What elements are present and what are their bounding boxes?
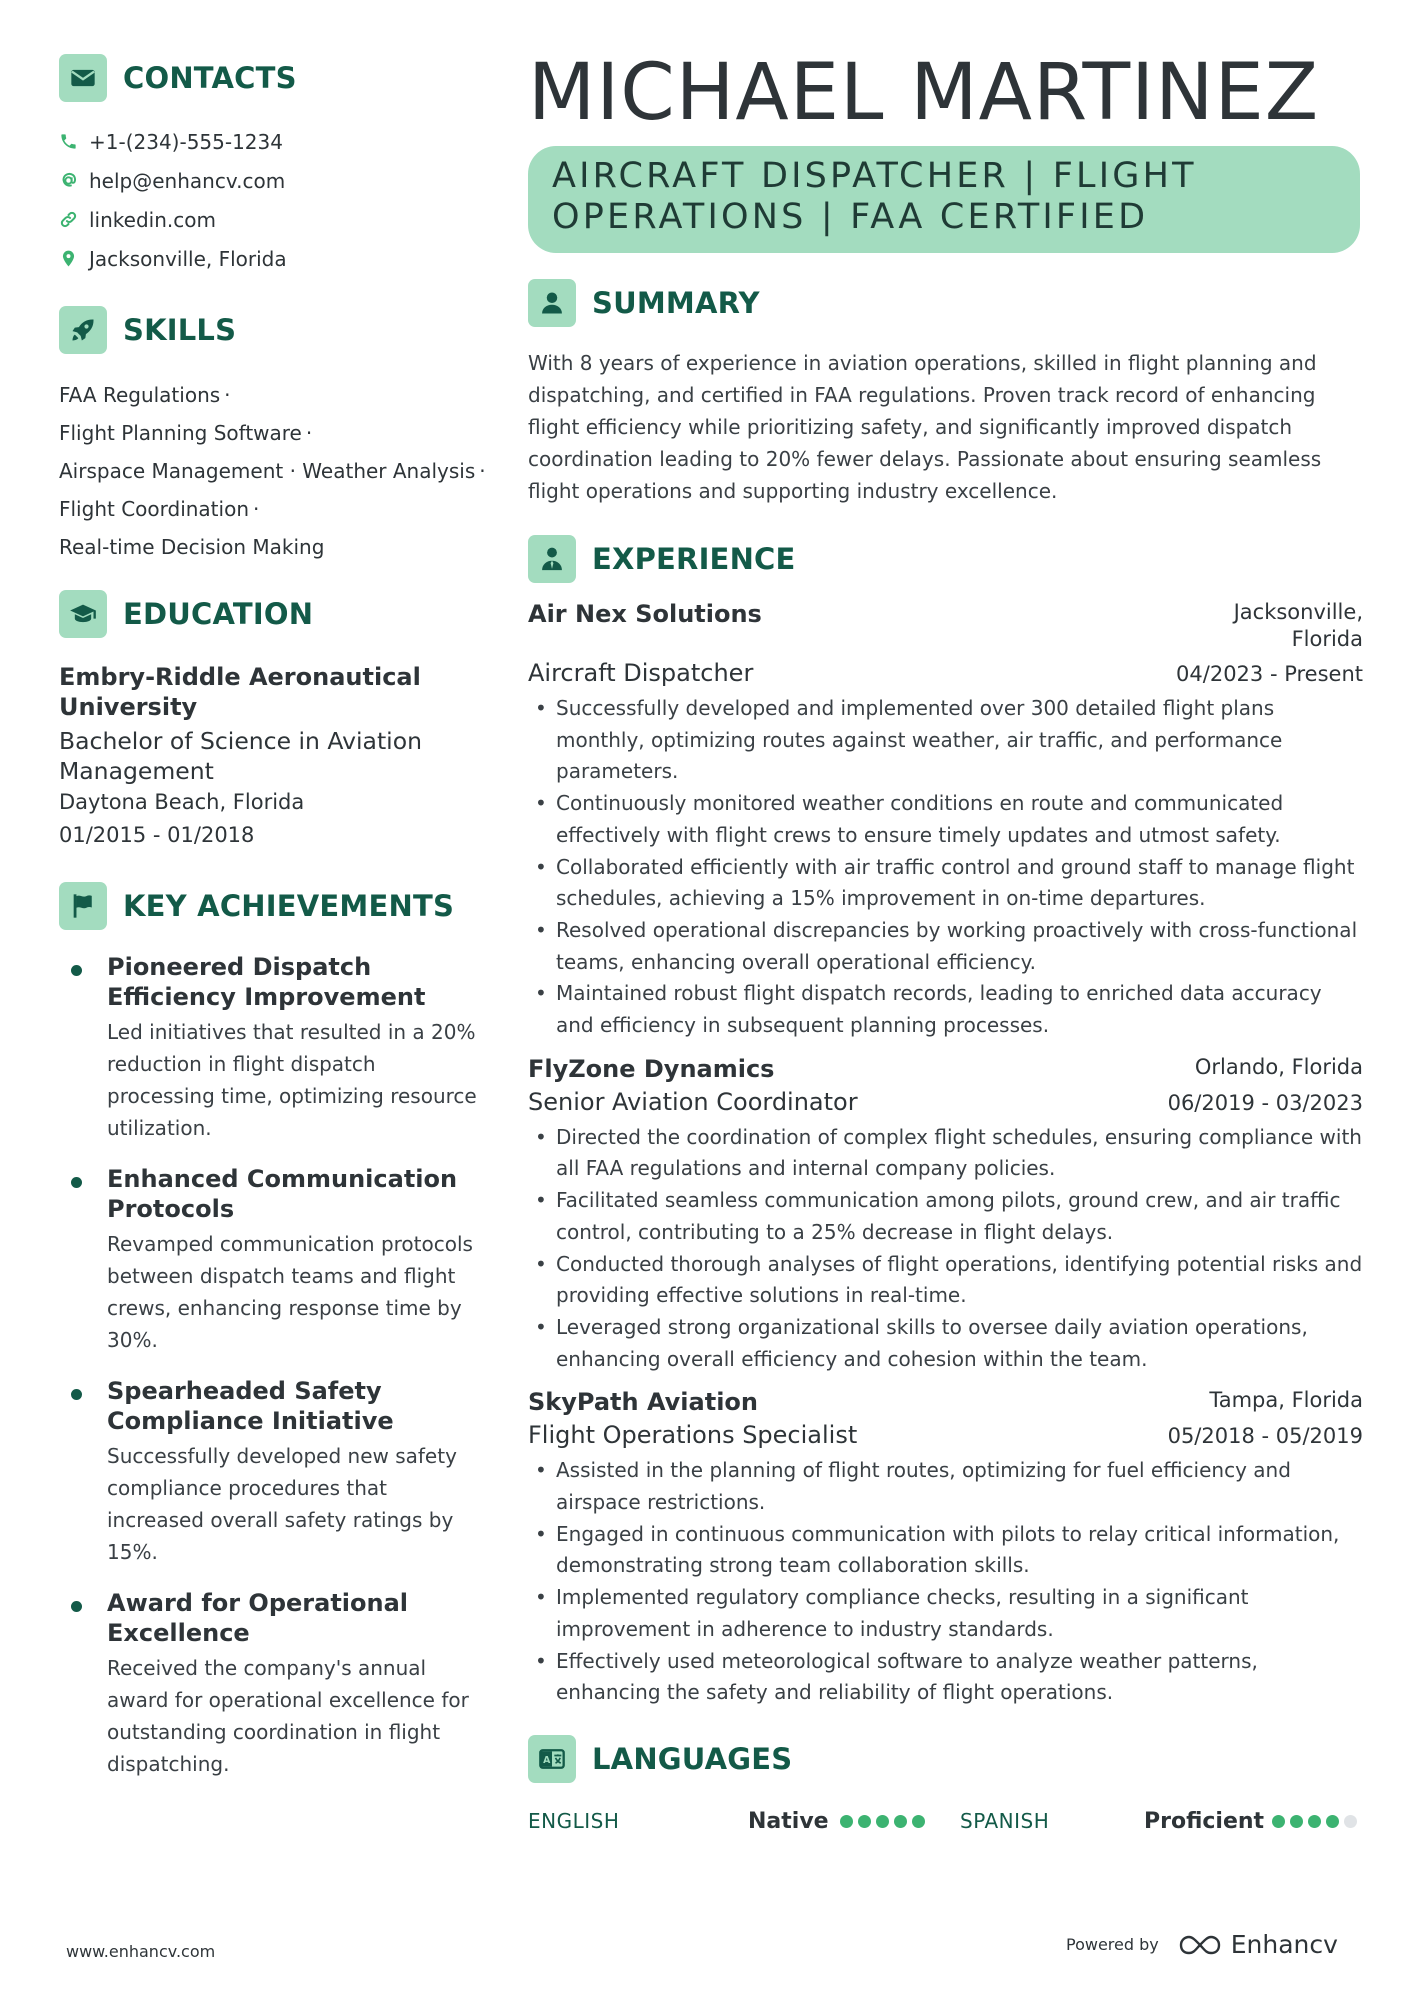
job-company: FlyZone Dynamics <box>528 1054 775 1083</box>
job-title-line: AIRCRAFT DISPATCHER | FLIGHT <box>552 156 1197 196</box>
user-tie-icon <box>528 535 576 583</box>
achievement-desc: Received the company's annual award for operational excellence for outstanding coordination in flight dispatching. <box>107 1656 469 1776</box>
language-icon <box>528 1735 576 1783</box>
phone-icon <box>59 132 89 151</box>
contact-linkedin-text: linkedin.com <box>89 207 216 232</box>
contacts-title: CONTACTS <box>123 61 297 95</box>
user-icon <box>528 279 576 327</box>
achievement-item <box>59 1164 489 1356</box>
job-bullet: • Maintained robust flight dispatch records, leading to enriched data accuracy and efficiency in subsequent planning processes. <box>528 978 1363 1041</box>
svg-text:A: A <box>543 1755 551 1767</box>
job-company: SkyPath Aviation <box>528 1388 759 1417</box>
education-header <box>59 590 489 638</box>
contacts-header <box>59 54 489 102</box>
rating-dot <box>912 1815 925 1828</box>
contact-location <box>59 239 489 278</box>
job-bullet: • Collaborated efficiently with air traffic control and ground staff to manage flight schedules, achieving a 15% improvement in on-time departures. <box>528 852 1363 915</box>
job-role: Aircraft Dispatcher <box>528 659 754 687</box>
contact-email[interactable] <box>59 161 489 200</box>
job-location: Tampa, Florida <box>1209 1388 1363 1413</box>
contact-location-text: Jacksonville, Florida <box>89 246 287 271</box>
job-bullet: • Continuously monitored weather conditions en route and communicated effectively with flight crews to ensure timely updates and utmost safety. <box>528 788 1363 851</box>
achievements-header <box>59 882 489 930</box>
bullet-dot <box>71 965 82 976</box>
job-bullet: • Assisted in the planning of flight routes, optimizing for fuel efficiency and airspace restrictions. <box>528 1455 1363 1518</box>
education-location: Daytona Beach, Florida <box>59 790 305 814</box>
job-entry <box>528 1054 1363 1376</box>
job-bullets <box>528 693 1363 1042</box>
language-item <box>960 1809 1357 1834</box>
job-entry <box>528 1387 1363 1709</box>
language-item <box>528 1809 960 1834</box>
skill-line: FAA Regulations · <box>59 383 231 407</box>
job-bullet: • Successfully developed and implemented over 300 detailed flight plans monthly, optimizing routes against weather, air traffic, and performance parameters. <box>528 693 1363 788</box>
job-bullet: • Resolved operational discrepancies by working proactively with cross-functional teams, enhancing overall operational efficiency. <box>528 915 1363 978</box>
job-bullet: • Conducted thorough analyses of flight operations, identifying potential risks and providing effective solutions in real-time. <box>528 1249 1363 1312</box>
rating-dot <box>1272 1815 1285 1828</box>
summary-text: With 8 years of experience in aviation operations, skilled in flight planning and dispatching, and certified in FAA regulations. Proven track record of enhancing flight efficiency while prioritizing safety, and significantly improved dispatch coordination leading to 20% fewer delays. Passionate about ensuring seamless flight operations and supporting industry excellence. <box>528 351 1322 503</box>
rating-dot <box>894 1815 907 1828</box>
skills-header <box>59 306 489 354</box>
job-role: Flight Operations Specialist <box>528 1421 858 1450</box>
job-location: Orlando, Florida <box>1194 1054 1363 1079</box>
job-bullet: • Implemented regulatory compliance checks, resulting in a significant improvement in adherence to industry standards. <box>528 1582 1363 1645</box>
job-entry <box>528 599 1363 1042</box>
achievement-title: Spearheaded Safety Compliance Initiative <box>107 1377 394 1435</box>
languages-title: LANGUAGES <box>592 1741 793 1776</box>
brand-name: Enhancv <box>1230 1930 1338 1959</box>
skill-line: Flight Coordination · <box>59 497 260 521</box>
job-dates: 05/2018 - 05/2019 <box>1167 1424 1363 1449</box>
achievement-desc: Led initiatives that resulted in a 20% reduction in flight dispatch processing time, optimizing resource utilization. <box>107 1020 477 1140</box>
achievement-item <box>59 1588 489 1780</box>
contact-phone-text: +1-(234)-555-1234 <box>89 129 283 154</box>
rating-dot <box>858 1815 871 1828</box>
achievement-title: Enhanced Communication Protocols <box>107 1165 458 1223</box>
education-dates: 01/2015 - 01/2018 <box>59 823 255 847</box>
bullet-dot <box>71 1389 82 1400</box>
powered-by-label: Powered by <box>1066 1935 1159 1954</box>
job-bullet: • Facilitated seamless communication among pilots, ground crew, and air traffic control, contributing to a 25% decrease in flight delays. <box>528 1185 1363 1248</box>
skill-line: Real-time Decision Making <box>59 535 325 559</box>
contact-phone[interactable] <box>59 122 489 161</box>
skill-line: Airspace Management · Weather Analysis · <box>59 459 486 483</box>
skills-title: SKILLS <box>123 313 237 347</box>
achievement-item <box>59 1376 489 1568</box>
right-column <box>528 50 1363 1834</box>
achievement-desc: Revamped communication protocols between dispatch teams and flight crews, enhancing response time by 30%. <box>107 1232 473 1352</box>
rating-dot <box>1344 1815 1357 1828</box>
education-school: Embry-Riddle Aeronautical University <box>59 663 421 721</box>
job-bullet: • Effectively used meteorological software to analyze weather patterns, enhancing the safety and reliability of flight operations. <box>528 1646 1363 1709</box>
enhancv-logo[interactable] <box>1177 1930 1338 1959</box>
rating-dot <box>1308 1815 1321 1828</box>
language-level: Native <box>748 1808 829 1834</box>
rating-dot <box>876 1815 889 1828</box>
job-bullet: • Directed the coordination of complex flight schedules, ensuring compliance with all FAA regulations and internal company policies. <box>528 1122 1363 1185</box>
link-icon <box>59 210 89 229</box>
rating-dot <box>1290 1815 1303 1828</box>
job-title-banner <box>528 146 1360 253</box>
skill-line: Flight Planning Software · <box>59 421 313 445</box>
graduation-cap-icon <box>59 590 107 638</box>
job-location: Jacksonville, Florida <box>1233 600 1363 651</box>
flag-icon <box>59 882 107 930</box>
achievement-desc: Successfully developed new safety compliance procedures that increased overall safety ratings by 15%. <box>107 1444 457 1564</box>
achievements-title: KEY ACHIEVEMENTS <box>123 889 455 923</box>
rocket-icon <box>59 306 107 354</box>
rating-dot <box>1326 1815 1339 1828</box>
left-column <box>59 54 489 1780</box>
envelope-icon <box>59 54 107 102</box>
job-bullets <box>528 1122 1363 1376</box>
bullet-dot <box>71 1177 82 1188</box>
experience-header <box>528 535 1363 583</box>
at-icon <box>59 171 89 190</box>
language-name: ENGLISH <box>528 1809 620 1834</box>
job-dates: 06/2019 - 03/2023 <box>1167 1090 1363 1115</box>
job-bullets <box>528 1455 1363 1709</box>
enhancv-logo-icon <box>1177 1932 1223 1958</box>
achievement-title: Award for Operational Excellence <box>107 1589 409 1647</box>
contact-linkedin[interactable] <box>59 200 489 239</box>
job-bullet: • Engaged in continuous communication with pilots to relay critical information, demonstrating strong team collaboration skills. <box>528 1519 1363 1582</box>
language-level: Proficient <box>1144 1808 1265 1834</box>
languages-row <box>528 1809 1363 1834</box>
skills-list <box>59 376 489 566</box>
contact-list <box>59 122 489 278</box>
education-title: EDUCATION <box>123 597 314 631</box>
experience-title: EXPERIENCE <box>592 542 796 576</box>
achievement-item <box>59 952 489 1144</box>
language-rating <box>840 1815 925 1828</box>
job-company: Air Nex Solutions <box>528 600 762 628</box>
language-rating <box>1272 1815 1357 1828</box>
summary-title: SUMMARY <box>592 286 760 320</box>
rating-dot <box>840 1815 853 1828</box>
bullet-dot <box>71 1601 82 1612</box>
summary-header <box>528 279 1363 327</box>
education-degree: Bachelor of Science in Aviation Management <box>59 727 422 785</box>
footer-branding <box>1066 1930 1338 1959</box>
location-pin-icon <box>59 249 89 268</box>
job-dates: 04/2023 - Present <box>1176 662 1363 686</box>
footer-website[interactable]: www.enhancv.com <box>66 1942 216 1961</box>
job-title-line: OPERATIONS | FAA CERTIFIED <box>552 197 1149 237</box>
candidate-name: MICHAEL MARTINEZ <box>528 48 1320 138</box>
job-role: Senior Aviation Coordinator <box>528 1087 858 1116</box>
languages-header <box>528 1735 1363 1783</box>
language-name: SPANISH <box>960 1809 1050 1834</box>
contact-email-text: help@enhancv.com <box>89 168 286 193</box>
achievement-title: Pioneered Dispatch Efficiency Improvement <box>107 953 426 1011</box>
job-bullet: • Leveraged strong organizational skills to oversee daily aviation operations, enhancing overall efficiency and cohesion within the team. <box>528 1312 1363 1375</box>
